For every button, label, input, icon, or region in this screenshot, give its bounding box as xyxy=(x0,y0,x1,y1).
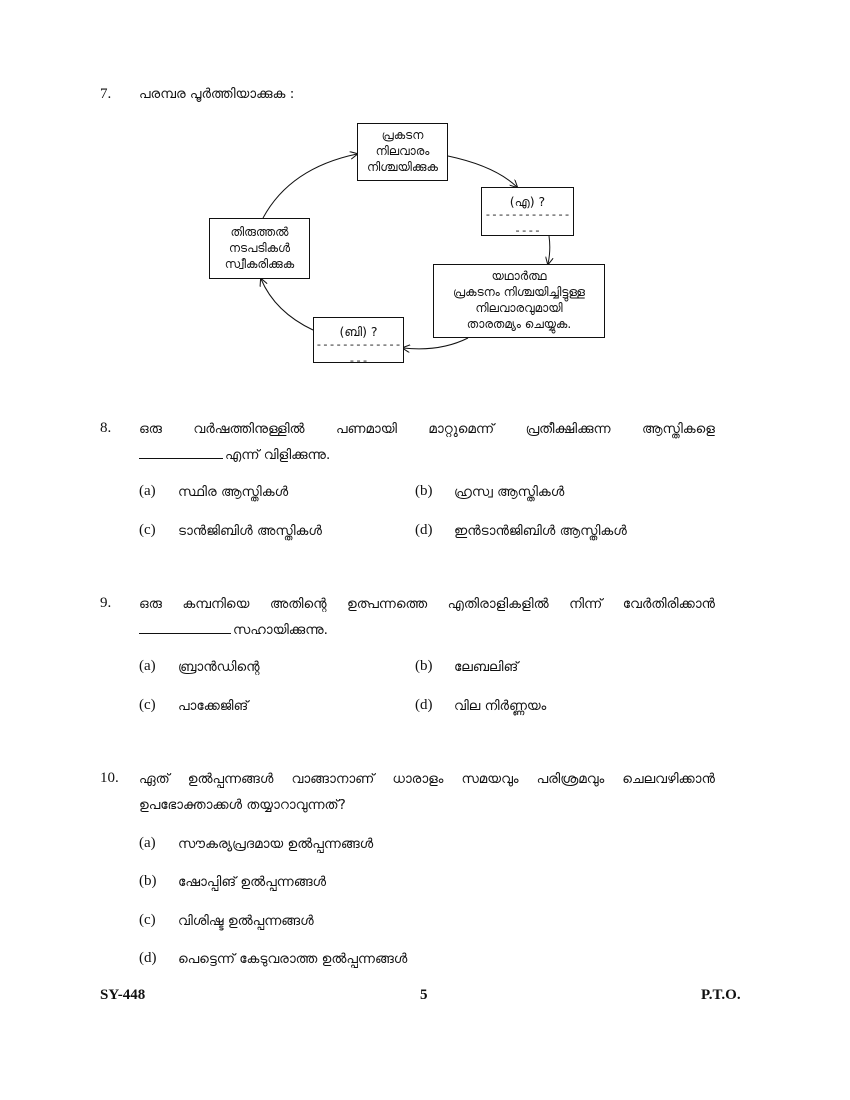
box-line: തിരുത്തൽ xyxy=(230,225,289,239)
diagram-box-b xyxy=(313,317,404,368)
box-b-label: (ബി) ? xyxy=(339,324,378,339)
q10-opt-b-text: ഷോപ്പിങ് ഉൽപ്പന്നങ്ങൾ xyxy=(178,874,327,890)
q8-opt-b-text: ഹ്രസ്വ ആസ്തികൾ xyxy=(454,484,565,500)
q10-opt-c-label: (c) xyxy=(139,912,156,928)
word: ഒരു xyxy=(139,421,162,437)
box-line: പ്രകടനം നിശ്ചയിച്ചിട്ടുള്ള xyxy=(453,285,585,299)
q7-text: പരമ്പര പൂർത്തിയാക്കുക : xyxy=(139,86,295,102)
box-line: താരതമ്യം ചെയ്യുക. xyxy=(466,317,572,331)
page-number: 5 xyxy=(420,987,428,1003)
word: കമ്പനിയെ xyxy=(182,596,250,612)
paper-code: SY-448 xyxy=(100,987,146,1003)
q9-line2 xyxy=(139,622,328,638)
word: വാങ്ങാനാണ് xyxy=(291,771,375,787)
word: ആസ്തികളെ xyxy=(642,421,715,437)
q10-opt-a-label: (a) xyxy=(139,835,156,851)
q8-opt-c-text: ടാൻജിബിൾ അസ്തികൾ xyxy=(178,523,322,539)
answer-blank xyxy=(139,458,223,459)
q10-opt-d-text: പെട്ടെന്ന് കേടുവരാത്ത ഉൽപ്പന്നങ്ങൾ xyxy=(178,951,408,967)
q8-number: 8. xyxy=(100,420,112,436)
q9-opt-a-label: (a) xyxy=(139,658,156,674)
word: പരിശ്രമവും xyxy=(536,771,605,787)
word: പ്രതീക്ഷിക്കുന്ന xyxy=(525,421,611,437)
cycle-diagram-arrows xyxy=(0,0,850,420)
q9-opt-c-text: പാക്കേജിങ് xyxy=(178,698,249,714)
word: സമയവും xyxy=(461,771,519,787)
box-line: നിലവാരവുമായി xyxy=(475,301,563,315)
q8-opt-d-label: (d) xyxy=(415,522,433,538)
q8-line1 xyxy=(139,421,715,437)
q9-opt-b-text: ലേബലിങ് xyxy=(454,659,519,675)
q9-line1 xyxy=(139,596,715,612)
q8-opt-a-label: (a) xyxy=(139,483,156,499)
q10-opt-c-text: വിശിഷ്ട ഉൽപ്പന്നങ്ങൾ xyxy=(178,913,314,929)
box-line: നിലവാരം xyxy=(375,144,430,158)
q9-opt-c-label: (c) xyxy=(139,697,156,713)
box-line: പ്രകടന xyxy=(381,128,424,142)
q8-line2 xyxy=(139,447,330,463)
box-line: നടപടികൾ xyxy=(228,241,291,255)
word: ചെലവഴിക്കാൻ xyxy=(622,771,715,787)
q9-line2-text: സഹായിക്കുന്നു. xyxy=(233,622,328,638)
arrow-left-to-top xyxy=(263,154,357,218)
box-line: നിശ്ചയിക്കുക xyxy=(367,160,438,174)
q10-opt-d-label: (d) xyxy=(139,950,157,966)
word: പണമായി xyxy=(336,421,397,437)
arrow-a-to-right xyxy=(548,236,550,264)
diagram-box-compare xyxy=(433,264,605,338)
q7-number: 7. xyxy=(100,86,112,102)
please-turn-over: P.T.O. xyxy=(701,987,741,1003)
word: വേർതിരിക്കാൻ xyxy=(622,596,715,612)
word: എതിരാളികളിൽ xyxy=(447,596,549,612)
box-line: യഥാർത്ഥ xyxy=(491,269,547,283)
arrow-right-to-b xyxy=(403,338,468,349)
word: അതിന്റെ xyxy=(269,596,327,612)
box-b-blank: ---------------- xyxy=(315,340,402,368)
q9-opt-d-label: (d) xyxy=(415,697,433,713)
q10-line2: ഉപഭോക്താക്കൾ തയ്യാറാവുന്നത്? xyxy=(139,797,346,813)
word: ഉത്പന്നത്തെ xyxy=(347,596,428,612)
diagram-box-corrective xyxy=(209,218,310,279)
q8-opt-d-text: ഇൻടാൻജിബിൾ ആസ്തികൾ xyxy=(454,523,627,539)
arrow-top-to-a xyxy=(448,156,517,187)
q8-line2-text: എന്ന് വിളിക്കുന്നു. xyxy=(225,447,331,463)
arrow-b-to-left xyxy=(261,279,313,330)
q9-opt-b-label: (b) xyxy=(415,658,433,674)
diagram-box-set-standards xyxy=(357,123,448,181)
word: ധാരാളം xyxy=(392,771,444,787)
q8-opt-c-label: (c) xyxy=(139,522,156,538)
q8-opt-a-text: സ്ഥിര ആസ്തികൾ xyxy=(178,484,289,500)
box-line: സ്വീകരിക്കുക xyxy=(224,257,295,271)
word: ഉൽപ്പന്നങ്ങൾ xyxy=(187,771,274,787)
word: ഒരു xyxy=(139,596,162,612)
word: വർഷത്തിനുള്ളിൽ xyxy=(193,421,305,437)
box-a-label: (എ) ? xyxy=(509,194,546,209)
q9-number: 9. xyxy=(100,595,112,611)
diagram-box-a xyxy=(481,187,574,236)
word: നിന്ന് xyxy=(569,596,603,612)
q8-opt-b-label: (b) xyxy=(415,483,433,499)
answer-blank xyxy=(139,633,231,634)
word: മാറ്റുമെന്ന് xyxy=(428,421,495,437)
word: ഏത് xyxy=(139,771,170,787)
q9-opt-a-text: ബ്രാൻഡിന്റെ xyxy=(178,659,260,675)
q10-number: 10. xyxy=(100,770,119,786)
q9-opt-d-text: വില നിർണ്ണയം xyxy=(454,698,547,714)
q10-opt-b-label: (b) xyxy=(139,873,157,889)
box-a-blank: ----------------- xyxy=(484,210,571,238)
q10-opt-a-text: സൗകര്യപ്രദമായ ഉൽപ്പന്നങ്ങൾ xyxy=(178,836,374,852)
q10-line1 xyxy=(139,771,715,787)
